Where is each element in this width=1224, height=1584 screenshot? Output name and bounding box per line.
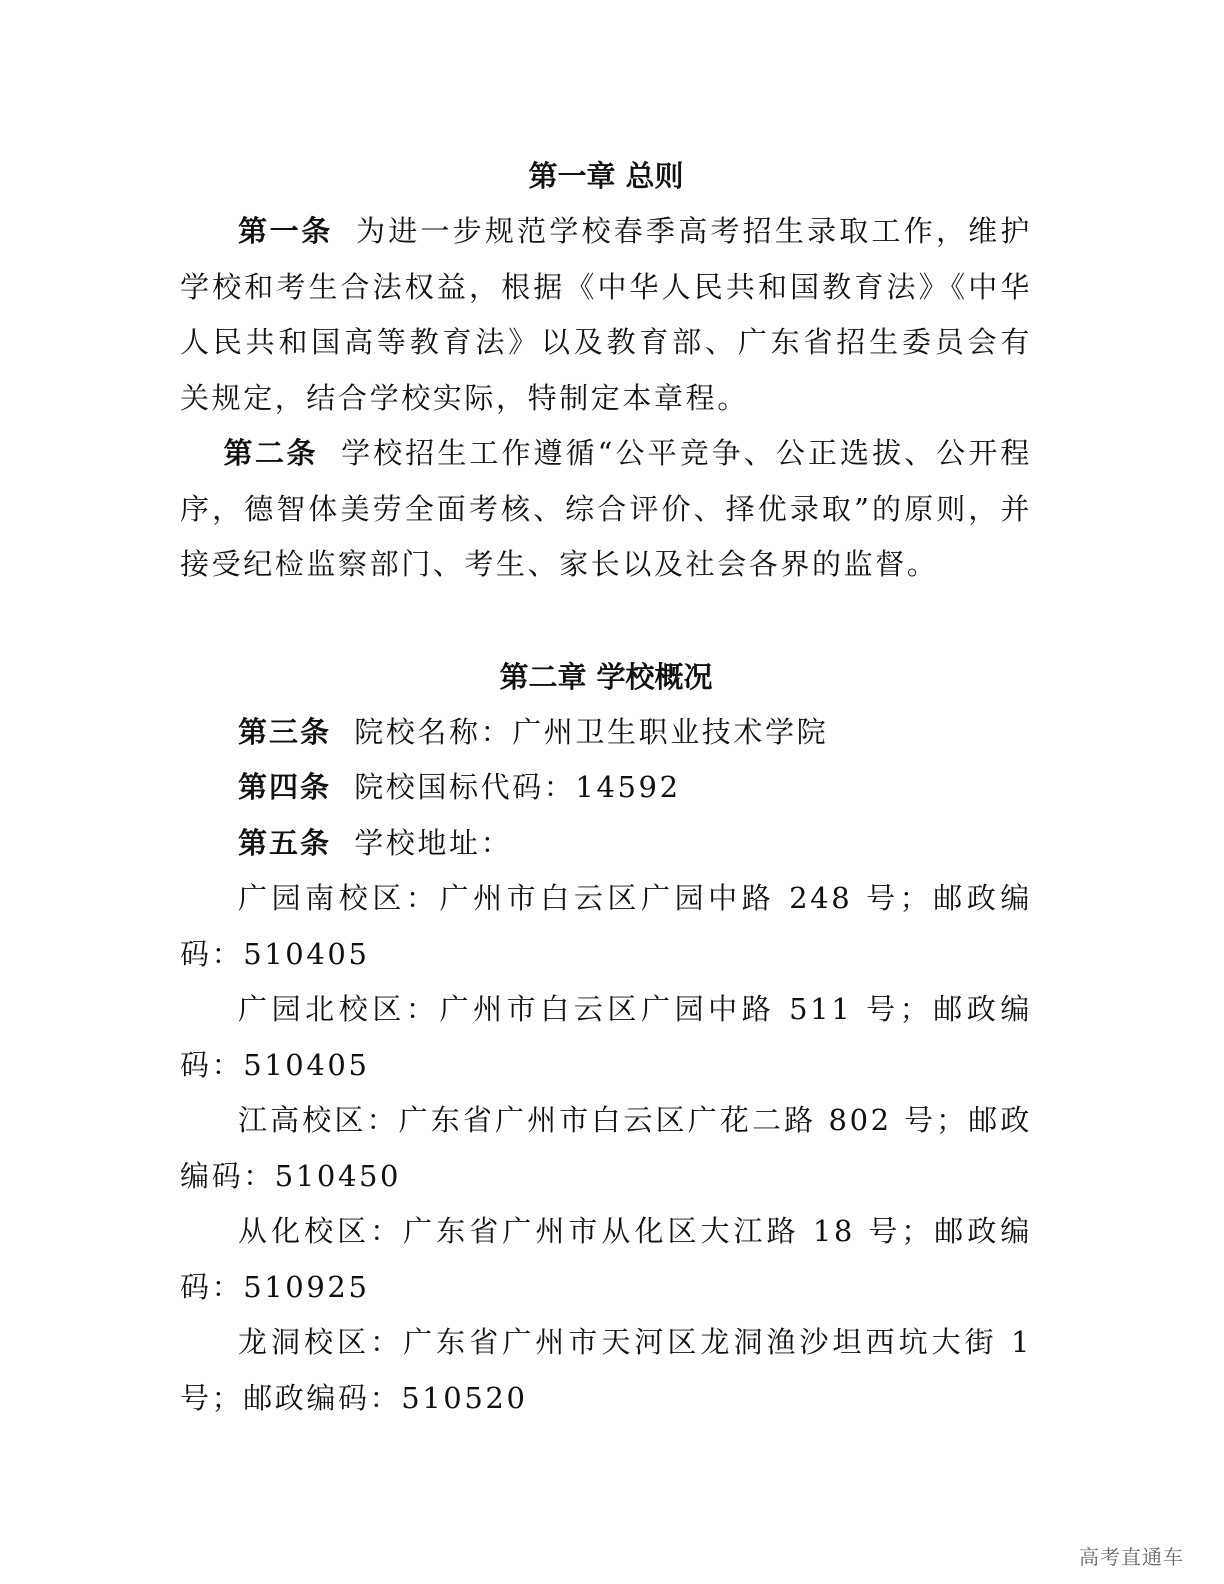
- article-1-number: 第一条: [238, 214, 333, 248]
- article-3-number: 第三条: [238, 714, 332, 749]
- article-5: [180, 816, 1032, 872]
- article-2-number: 第二条: [223, 436, 318, 470]
- article-4-number: 第四条: [238, 770, 332, 804]
- article-5-number: 第五条: [238, 825, 332, 860]
- chapter-2-title: 第二章 学校概况: [499, 659, 713, 694]
- chapter-1-title: 第一章 总则: [528, 159, 684, 193]
- article-5-text: 学校地址：: [354, 825, 513, 860]
- watermark: 高考直通车: [1079, 1545, 1184, 1569]
- article-4: [180, 760, 1032, 816]
- campus-longdong: 龙洞校区：广东省广州市天河区龙洞渔沙坦西坑大街 1 号；邮政编码：510520: [180, 1325, 1032, 1415]
- document-page: [180, 148, 1032, 1426]
- article-3: [180, 705, 1032, 761]
- campus-conghua: 从化校区：广东省广州市从化区大江路 18 号；邮政编码：510925: [180, 1214, 1032, 1304]
- campus-jianggao: 江高校区：广东省广州市白云区广花二路 802 号；邮政编码：510450: [180, 1103, 1032, 1193]
- article-2-text: 学校招生工作遵循“公平竞争、公正选拔、公开程序，德智体美劳全面考核、综合评价、择优录取”的原则，并接受纪检监察部门、考生、家长以及社会各界的监督。: [180, 436, 1032, 581]
- article-1: [180, 204, 1032, 426]
- article-4-text: 院校国标代码：14592: [354, 770, 681, 804]
- article-2: [180, 426, 1032, 593]
- article-3-text: 院校名称：广州卫生职业技术学院: [354, 714, 829, 749]
- article-1-text: 为进一步规范学校春季高考招生录取工作，维护学校和考生合法权益，根据《中华人民共和国教育法》《中华人民共和国高等教育法》以及教育部、广东省招生委员会有关规定，结合学校实际，特制定本章程。: [180, 214, 1032, 415]
- campus-guangyuan-north: 广园北校区：广州市白云区广园中路 511 号；邮政编码：510405: [180, 992, 1032, 1082]
- campus-guangyuan-south: 广园南校区：广州市白云区广园中路 248 号；邮政编码：510405: [180, 881, 1032, 971]
